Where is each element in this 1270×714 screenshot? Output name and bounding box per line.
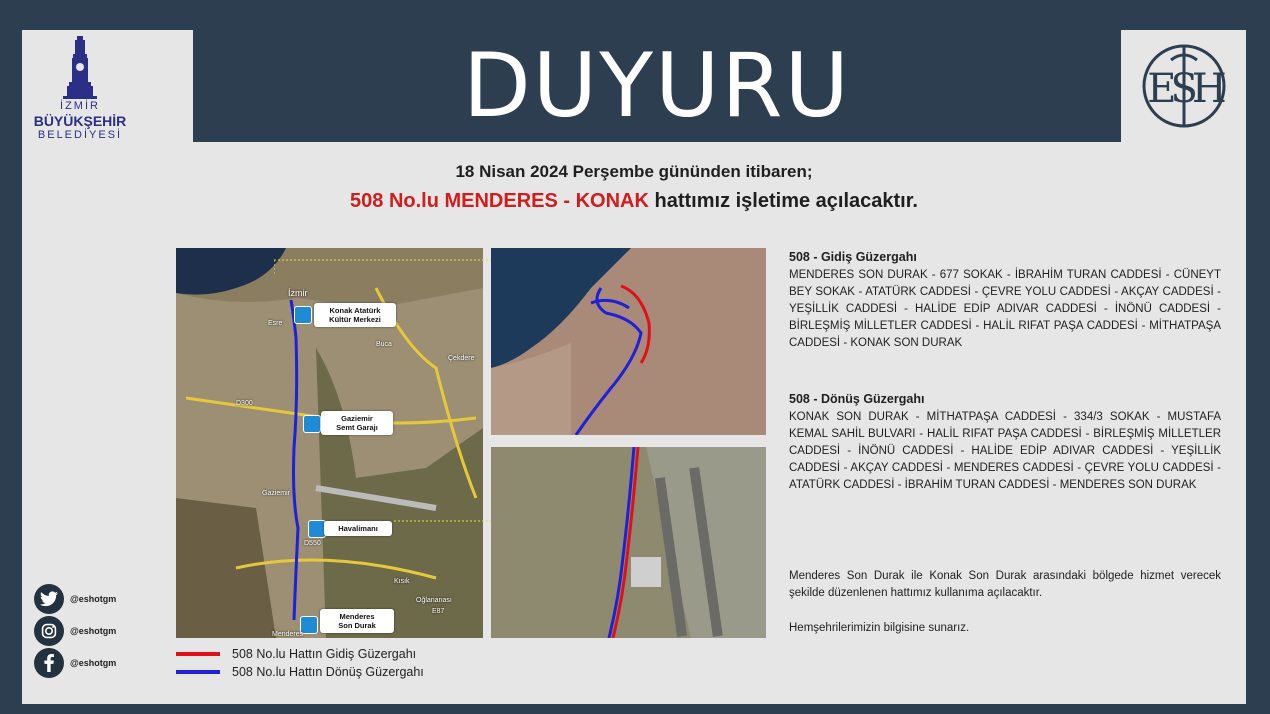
announcement-intro: 18 Nisan 2024 Perşembe gününden itibaren; — [455, 162, 813, 181]
airport-detail-map — [491, 447, 766, 638]
logo-text-belediyesi: BELEDİYESİ — [37, 129, 123, 141]
svg-text:ESH: ESH — [1147, 66, 1221, 112]
stop-label-konak: Konak Atatürk Kültür Merkezi — [314, 303, 396, 327]
headline-text: hattımız işletime açılacaktır. — [648, 190, 918, 212]
facebook-icon — [34, 648, 64, 678]
outbound-route-title: 508 - Gidiş Güzergahı — [789, 250, 917, 264]
return-route-title: 508 - Dönüş Güzergahı — [789, 392, 925, 406]
social-handle: @eshotgm — [70, 594, 117, 604]
page-title: DUYURU — [463, 34, 851, 137]
twitter-icon — [34, 584, 64, 614]
place-label: Esre — [268, 320, 283, 327]
road-label: D550 — [304, 540, 321, 547]
place-label: Oğlananası — [416, 597, 452, 604]
stop-label-gaziemir: Gaziemir Semt Garajı — [321, 411, 393, 435]
social-instagram[interactable] — [34, 616, 116, 646]
legend-blue-line — [176, 670, 220, 674]
place-label: Buca — [376, 341, 392, 348]
stop-label-menderes: Menderes Son Durak — [320, 609, 394, 633]
social-handle: @eshotgm — [70, 658, 117, 668]
legend-return — [176, 665, 424, 679]
legend-label: 508 No.lu Hattın Gidiş Güzergahı — [232, 647, 417, 661]
announcement-headline — [22, 190, 1246, 213]
return-route-text: KONAK SON DURAK - MİTHATPAŞA CADDESİ - 334/3 SOKAK - MUSTAFA KEMAL SAHİL BULVARI - HALİL RIFAT PAŞA CADDESİ - BİRLEŞMİŞ MİLLETLER CADDESİ - İNÖNÜ CADDESİ - HALİDE EDİP ADIVAR CADDESİ - YEŞİLLİK CADDESİ - AKÇAY CADDESİ - MENDERES CADDESİ - ÇEVRE YOLU CADDESİ - ATATÜRK CADDESİ - İBRAHİM TURAN CADDESİ - MENDERES SON DURAK — [789, 411, 1221, 491]
social-twitter[interactable] — [34, 584, 116, 614]
place-label: Gaziemir — [262, 490, 291, 497]
road-label: D300 — [236, 400, 253, 407]
social-facebook[interactable] — [34, 648, 116, 678]
service-note: Menderes Son Durak ile Konak Son Durak arasındaki bölgede hizmet verecek şekilde düzenlenen hattımız kullanıma açılacaktır. — [789, 570, 1221, 599]
outbound-route-text: MENDERES SON DURAK - 677 SOKAK - İBRAHİM TURAN CADDESİ - CÜNEYT BEY SOKAK - ATATÜRK CADDESİ - ÇEVRE YOLU CADDESİ - AKÇAY CADDESİ - YEŞİLLİK CADDESİ - HALİDE EDİP ADIVAR CADDESİ - İNÖNÜ CADDESİ - BİRLEŞMİŞ MİLLETLER CADDESİ - HALİL RIFAT PAŞA CADDESİ - MİTHATPAŞA CADDESİ - KONAK SON DURAK — [789, 269, 1221, 349]
logo-text-buyuksehir: BÜYÜKŞEHİR — [33, 113, 127, 129]
konak-detail-map — [491, 248, 766, 435]
legend-label: 508 No.lu Hattın Dönüş Güzergahı — [232, 665, 424, 679]
headline-route-name: 508 No.lu MENDERES - KONAK — [350, 190, 649, 212]
place-label: Menderes — [272, 631, 304, 638]
zoom-connector-arrows — [274, 255, 514, 545]
outbound-route-block — [789, 249, 1221, 352]
satellite-map-image — [491, 248, 766, 435]
eshot-logo — [1121, 30, 1246, 142]
instagram-icon — [34, 616, 64, 646]
eshot-monogram-icon — [1121, 30, 1246, 142]
legend-red-line — [176, 652, 220, 656]
social-handle: @eshotgm — [70, 626, 117, 636]
closing-note: Hemşehrilerimizin bilgisine sunarız. — [789, 622, 970, 634]
place-label: Çekdere — [448, 355, 475, 362]
road-label: E87 — [432, 608, 445, 615]
izmir-municipality-logo — [22, 30, 193, 142]
announcement-panel — [22, 30, 1246, 704]
logo-text-izmir: İZMİR — [60, 100, 100, 112]
satellite-map-image — [491, 447, 766, 638]
place-label: İzmir — [288, 288, 308, 298]
return-route-block — [789, 391, 1221, 494]
stop-label-airport: Havalimanı — [324, 521, 392, 536]
place-label: Kısık — [394, 578, 410, 585]
legend-outbound — [176, 647, 416, 661]
